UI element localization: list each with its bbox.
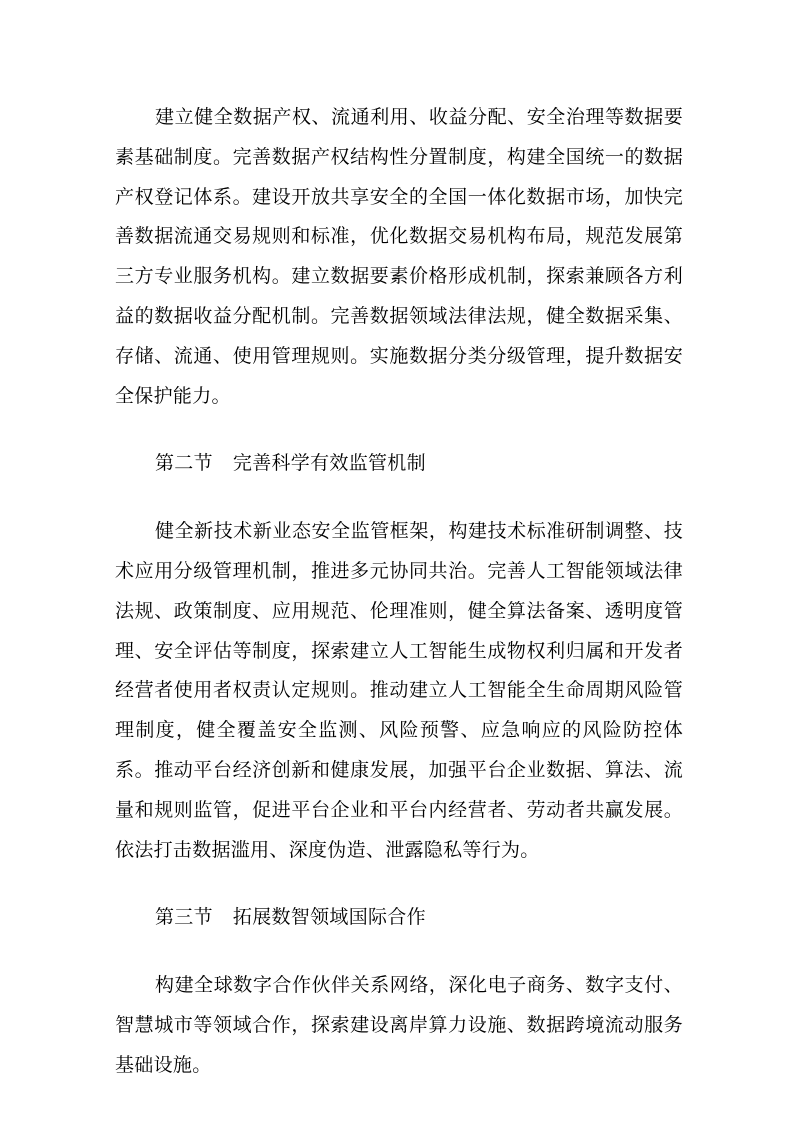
paragraph-regulation: 健全新技术新业态安全监管框架，构建技术标准研制调整、技术应用分级管理机制，推进多元协同共治。完善人工智能领域法律法规、政策制度、应用规范、伦理准则，健全算法备案、透明度管理、安全评估等制度，探索建立人工智能生成物权利归属和开发者经营者使用者权责认定规则。推动建立人工智能全生命周期风险管理制度，健全覆盖安全监测、风险预警、应急响应的风险防控体系。推动平台经济创新和健康发展，加强平台企业数据、算法、流量和规则监管，促进平台企业和平台内经营者、劳动者共赢发展。依法打击数据滥用、深度伪造、泄露隐私等行为。 xyxy=(115,520,683,861)
document-page xyxy=(115,98,683,1086)
section-number: 第二节 xyxy=(155,452,213,475)
paragraph-international-cooperation: 构建全球数字合作伙伴关系网络，深化电子商务、数字支付、智慧城市等领域合作，探索建设离岸算力设施、数据跨境流动服务基础设施。 xyxy=(115,974,683,1076)
spacer xyxy=(115,416,683,444)
section-heading-3 xyxy=(115,898,683,938)
paragraph-data-elements: 建立健全数据产权、流通利用、收益分配、安全治理等数据要素基础制度。完善数据产权结构性分置制度，构建全国统一的数据产权登记体系。建设开放共享安全的全国一体化数据市场，加快完善数据流通交易规则和标准，优化数据交易机构布局，规范发展第三方专业服务机构。建立数据要素价格形成机制，探索兼顾各方利益的数据收益分配机制。完善数据领域法律法规，健全数据采集、存储、流通、使用管理规则。实施数据分类分级管理，提升数据安全保护能力。 xyxy=(115,106,683,407)
section-title: 拓展数智领域国际合作 xyxy=(232,906,426,929)
spacer xyxy=(115,938,683,966)
spacer xyxy=(115,870,683,898)
spacer xyxy=(115,484,683,512)
section-heading-2 xyxy=(115,444,683,484)
section-title: 完善科学有效监管机制 xyxy=(232,452,426,475)
section-number: 第三节 xyxy=(155,906,213,929)
